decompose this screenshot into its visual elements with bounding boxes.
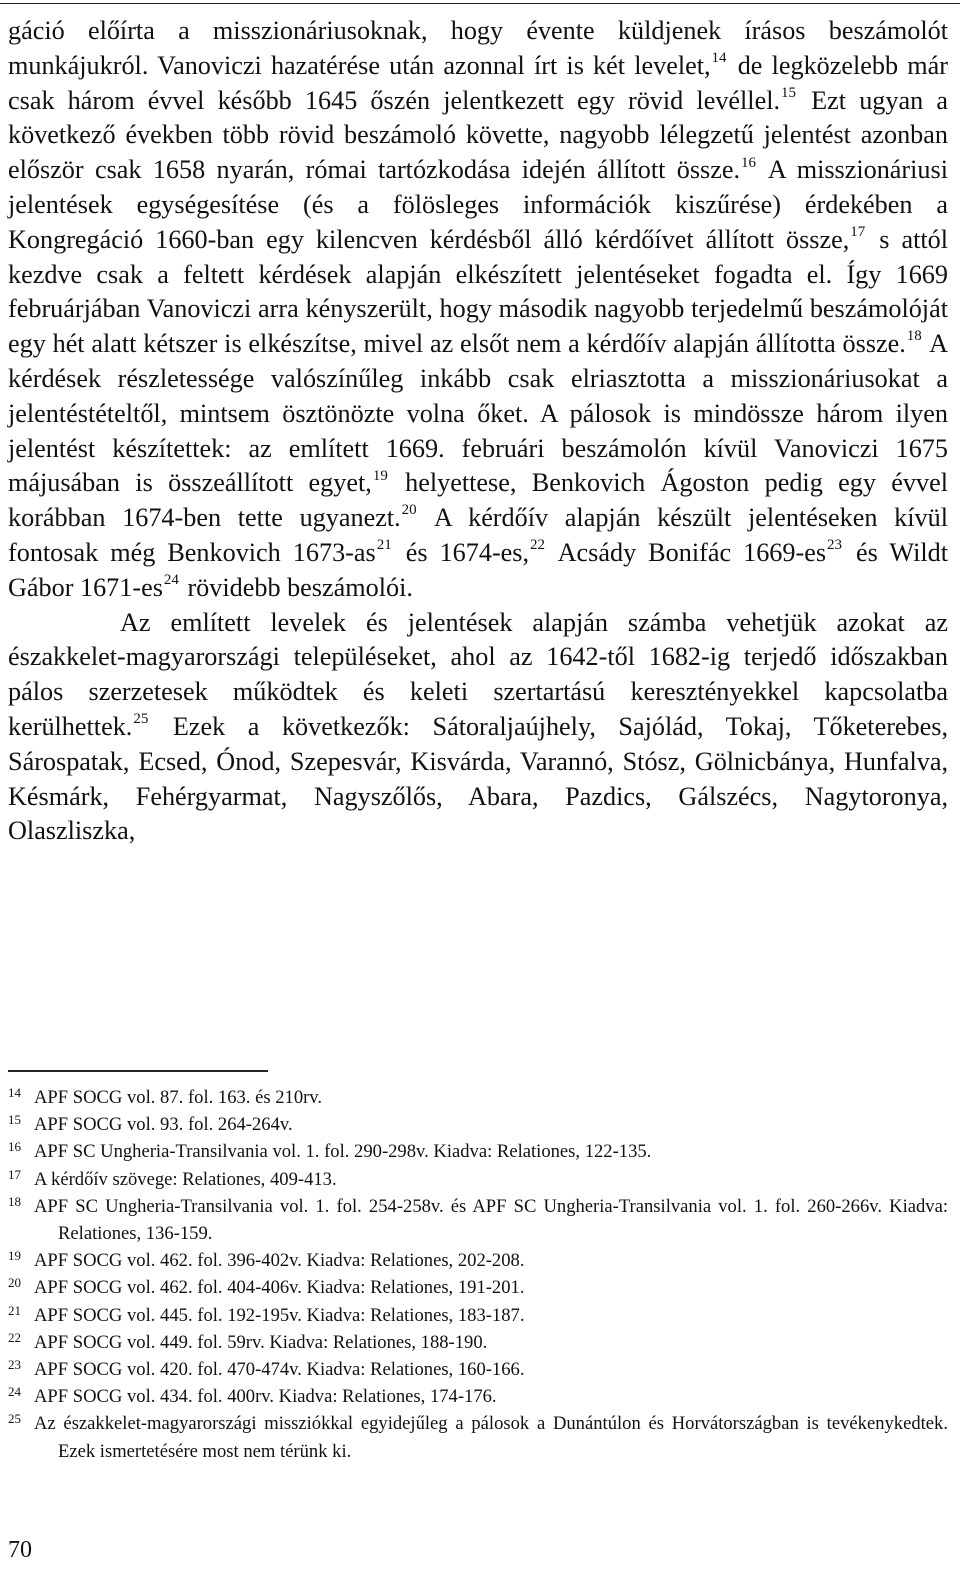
body-text bbox=[8, 14, 948, 849]
footnote-number: 19 bbox=[8, 1248, 21, 1264]
paragraph bbox=[8, 606, 948, 850]
top-rule bbox=[0, 3, 960, 4]
footnote-ref[interactable]: 21 bbox=[376, 537, 392, 554]
text-segment: helyettese, Benkovich Ágoston pedig egy évvel korábban 1674-ben tette ugyanezt. bbox=[8, 468, 948, 533]
footnote-text: APF SOCG vol. 462. fol. 404-406v. Kiadva: Relationes, 191-201. bbox=[34, 1277, 525, 1299]
footnote-ref[interactable]: 14 bbox=[711, 50, 727, 67]
footnote-ref[interactable]: 19 bbox=[372, 467, 388, 484]
footnote-text: APF SOCG vol. 449. fol. 59rv. Kiadva: Relationes, 188-190. bbox=[34, 1331, 488, 1353]
text-segment: A misszionáriusi jelentések egységesítése (és a fölösleges információk kiszűrése) érdekében a Kongregáció 1660-ban egy kilencven kérdésből álló kérdőívet állított össze, bbox=[8, 155, 948, 254]
footnote-number: 14 bbox=[8, 1085, 21, 1100]
text-segment: A kérdések részletessége valószínűleg inkább csak elriasztotta a misszionáriusokat a jelentéstételtől, mintsem ösztönözte volna őket. A pálosok is mindössze három ilyen jelentést készítettek: az említett 1669. februári beszámolón kívül Vanoviczi 1675 májusában is összeállított egyet, bbox=[8, 329, 949, 498]
footnote-text: APF SOCG vol. 420. fol. 470-474v. Kiadva: Relationes, 160-166. bbox=[34, 1359, 525, 1381]
text-segment: Acsády Bonifác 1669-es bbox=[547, 537, 827, 567]
footnote bbox=[8, 1274, 948, 1301]
text-segment: s attól kezdve csak a feltett kérdések alapján elkészített jelentéseket fogadta el. Így 1669 februárjában Vanoviczi arra kényszerült, hogy második nagyobb terjedelmű beszámolóját egy hét alatt kétszer is elkészítse, mivel az elsőt nem a kérdőív alapján állította össze. bbox=[8, 224, 948, 359]
footnote-number: 17 bbox=[8, 1166, 21, 1182]
footnote-text: A kérdőív szövege: Relationes, 409-413. bbox=[34, 1168, 337, 1190]
footnote-ref[interactable]: 23 bbox=[827, 537, 843, 554]
footnote-text: APF SC Ungheria-Transilvania vol. 1. fol. 254-258v. és APF SC Ungheria-Transilvania vol. 1. fol. 260-266v. Kiadva: Relationes, 136-159. bbox=[34, 1195, 948, 1245]
footnote-text: APF SOCG vol. 93. fol. 264-264v. bbox=[34, 1114, 293, 1136]
footnote-ref[interactable]: 15 bbox=[781, 84, 797, 101]
footnote-number: 16 bbox=[8, 1139, 21, 1155]
text-segment: rövidebb beszámolói. bbox=[180, 572, 413, 602]
text-segment: és Wildt Gábor 1671-es bbox=[8, 537, 949, 602]
footnote bbox=[8, 1111, 948, 1138]
footnote-text: APF SOCG vol. 434. fol. 400rv. Kiadva: Relationes, 174-176. bbox=[34, 1386, 497, 1408]
footnote-ref[interactable]: 25 bbox=[133, 711, 149, 728]
footnote-text: Az északkelet-magyarországi missziókkal egyidejűleg a pálosok a Dunántúlon és Horvátországban is tevékenykedtek. Ezek ismertetésére most nem térünk ki. bbox=[34, 1413, 948, 1462]
footnote-number: 15 bbox=[8, 1112, 21, 1128]
footnote-ref[interactable]: 24 bbox=[163, 572, 179, 589]
footnote bbox=[8, 1193, 948, 1247]
footnote bbox=[8, 1247, 948, 1274]
footnote-number: 22 bbox=[8, 1329, 21, 1345]
text-segment: és 1674-es, bbox=[393, 537, 530, 567]
footnote-ref[interactable]: 16 bbox=[741, 154, 757, 171]
footnote-text: APF SOCG vol. 445. fol. 192-195v. Kiadva: Relationes, 183-187. bbox=[34, 1304, 525, 1326]
footnote-text: APF SC Ungheria-Transilvania vol. 1. fol. 290-298v. Kiadva: Relationes, 122-135. bbox=[34, 1141, 652, 1163]
footnote bbox=[8, 1166, 948, 1193]
footnote bbox=[8, 1410, 948, 1464]
footnote-ref[interactable]: 18 bbox=[906, 328, 922, 345]
footnote-number: 20 bbox=[8, 1275, 21, 1291]
page-number: 70 bbox=[8, 1537, 32, 1563]
text-segment: Ezek a következők: Sátoraljaújhely, Sajólád, Tokaj, Tőketerebes, Sárospatak, Ecsed, Ónod, Szepesvár, Kisvárda, Varannó, Stósz, Gölnicbánya, Hunfalva, Késmárk, Fehérgyarmat, Nagyszőlős, Abara, Pazdics, Gálszécs, Nagytoronya, Olaszliszka, bbox=[8, 711, 948, 846]
footnote bbox=[8, 1138, 948, 1165]
footnote bbox=[8, 1383, 948, 1410]
footnote-number: 24 bbox=[8, 1384, 21, 1400]
footnote bbox=[8, 1084, 948, 1111]
footnote bbox=[8, 1329, 948, 1356]
footnote-text: APF SOCG vol. 462. fol. 396-402v. Kiadva: Relationes, 202-208. bbox=[34, 1250, 525, 1272]
text-segment: Az említett levelek és jelentések alapján számba vehetjük azokat az északkelet-magyarországi településeket, ahol az 1642-től 1682-ig terjedő időszakban pálos szerzetesek működtek és keleti szertartású keresztényekkel kapcsolatba kerülhettek. bbox=[8, 607, 948, 741]
text-segment: Ezt ugyan a következő években több rövid beszámoló követte, nagyobb lélegzetű jelentést azonban először csak 1658 nyarán, római tartózkodása idején állított össze. bbox=[8, 85, 948, 185]
footnote bbox=[8, 1356, 948, 1383]
text-segment: A kérdőív alapján készült jelentéseken kívül fontosak még Benkovich 1673-as bbox=[8, 503, 948, 567]
footnote-number: 18 bbox=[8, 1193, 21, 1209]
footnote-text: APF SOCG vol. 87. fol. 163. és 210rv. bbox=[34, 1087, 323, 1108]
footnote bbox=[8, 1302, 948, 1329]
footnote-number: 25 bbox=[8, 1411, 21, 1427]
footnote-ref[interactable]: 22 bbox=[530, 537, 546, 554]
text-segment: gáció előírta a misszionáriusoknak, hogy évente küldjenek írásos beszámolót munkájukról. Vanoviczi hazatérése után azonnal írt is két levelet, bbox=[8, 16, 948, 80]
footnote-ref[interactable]: 20 bbox=[401, 502, 417, 519]
footnote-number: 21 bbox=[8, 1302, 21, 1318]
paragraph bbox=[8, 14, 948, 606]
footnotes bbox=[8, 1084, 948, 1465]
footnote-number: 23 bbox=[8, 1357, 21, 1373]
footnote-separator bbox=[8, 1070, 268, 1072]
text-segment: de legközelebb már csak három évvel később 1645 őszén jelentkezett egy rövid levéllel. bbox=[8, 50, 948, 115]
footnote-ref[interactable]: 17 bbox=[850, 224, 866, 241]
